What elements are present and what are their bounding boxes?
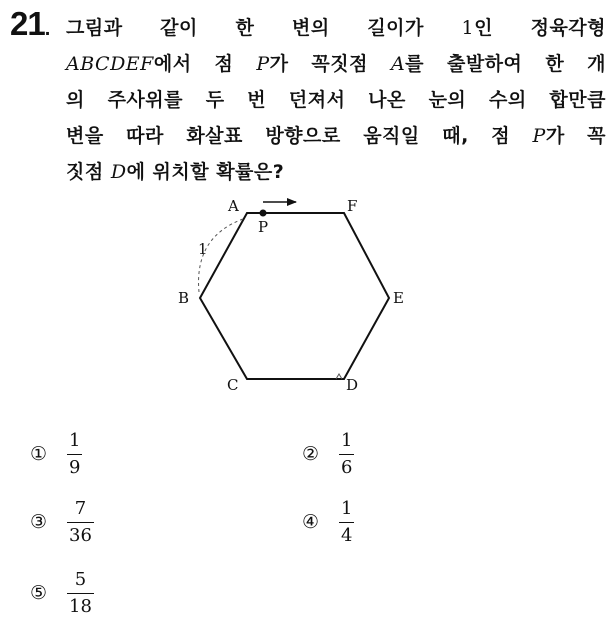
fraction-numerator: 5 [74,568,87,590]
side-length-label: 1 [198,240,208,258]
choice-marker: ② [302,443,320,465]
choice-fraction [64,430,85,479]
question-number-value: 21 [10,5,45,42]
fraction-bar [67,593,94,594]
fraction-bar [339,454,354,455]
stem-text: 를 출발하여 한 개 [405,53,606,75]
vertex-label-e: E [393,289,404,307]
choice-5[interactable] [30,565,97,621]
fraction-denominator: 18 [69,595,92,617]
fraction-numerator: 1 [341,429,353,451]
vertex-label-d: D [346,376,359,394]
stem-text: 가 꼭짓점 [269,53,391,75]
choice-marker: ① [30,443,48,465]
fraction-bar [339,522,354,523]
choice-1[interactable] [30,426,85,482]
stem-line-4 [66,118,606,154]
stem-line-1 [66,10,606,46]
vertex-label-f: F [347,197,358,215]
fraction-numerator: 1 [69,429,81,451]
stem-line-5 [66,154,606,190]
choice-fraction [336,498,357,547]
choice-marker: ③ [30,511,48,533]
stem-line-2 [66,46,606,82]
stem-text: 에 위치할 확률은? [126,161,285,183]
vertex-a-symbol: A [390,53,406,75]
point-p-dot [260,210,267,217]
fraction-numerator: 7 [74,497,87,519]
stem-text: 가 꼭 [545,125,607,147]
hexagon-figure [170,192,420,402]
stem-text: 인 정육각형 [474,17,607,39]
vertex-d-symbol: D [110,161,127,183]
choice-marker: ④ [302,511,320,533]
choice-4[interactable] [302,494,357,550]
vertex-label-b: B [178,289,190,307]
fraction-denominator: 4 [341,524,353,546]
question-number [10,6,49,47]
point-p-symbol: P [256,53,270,75]
choice-fraction [64,569,97,618]
fraction-denominator: 36 [69,524,92,546]
stem-text: 그림과 같이 한 변의 길이가 [66,17,462,39]
choice-fraction [64,498,97,547]
choice-3[interactable] [30,494,97,550]
fraction-denominator: 6 [341,456,353,478]
fraction-numerator: 1 [341,497,353,519]
choice-marker: ⑤ [30,582,48,604]
question-stem [66,10,606,190]
fraction-denominator: 9 [69,456,81,478]
question-number-dot: . [44,18,50,40]
choice-2[interactable] [302,426,357,482]
point-label-p: P [258,218,269,236]
vertex-label-c: C [227,376,239,394]
side-length-value: 1 [461,17,475,39]
stem-text: 짓점 [66,161,111,183]
stem-text: 에서 점 [153,53,257,75]
hexagon-shape [200,213,389,379]
stem-text: 의 주사위를 두 번 던져서 나온 눈의 수의 합만큼 [66,89,606,111]
choice-fraction [336,430,357,479]
stem-line-3 [66,82,606,118]
hexagon-name: ABCDEF [66,53,154,75]
fraction-bar [67,454,82,455]
point-p-symbol: P [532,125,546,147]
stem-text: 변을 따라 화살표 방향으로 움직일 때, 점 [66,125,533,147]
fraction-bar [67,522,94,523]
vertex-label-a: A [228,197,239,215]
